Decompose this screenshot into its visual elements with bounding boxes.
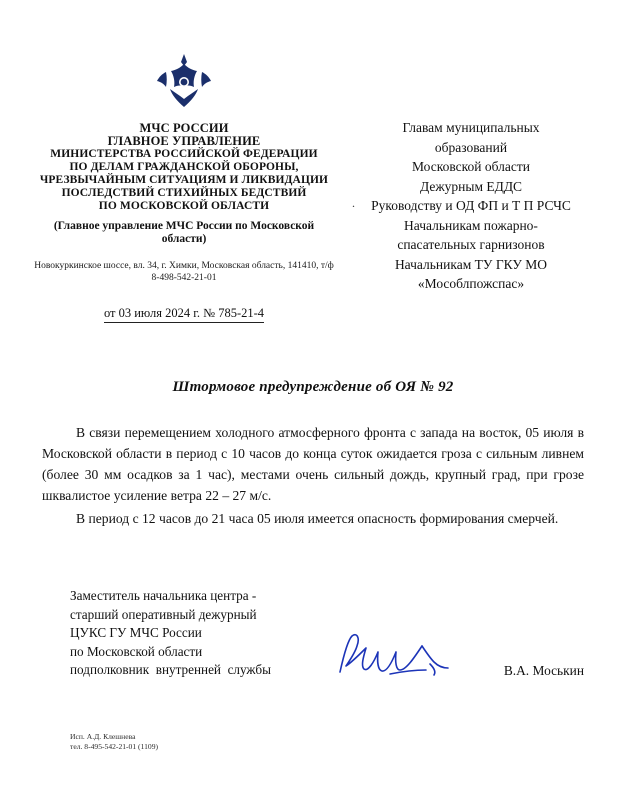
document-header xyxy=(0,0,626,323)
addressee-line: «Мособлпожспас» xyxy=(417,276,525,291)
org-short-line-1: по Московской области) xyxy=(161,220,315,245)
letterhead-block xyxy=(34,52,334,323)
document-footer xyxy=(70,732,158,752)
signer-position-line: Заместитель начальника центра - xyxy=(70,588,257,603)
organization-address xyxy=(34,260,334,284)
org-line-0: МЧС РОССИИ xyxy=(139,121,229,135)
document-number: от 03 июля 2024 г. № 785-21-4 xyxy=(104,306,264,323)
org-line-3: ПО ДЕЛАМ ГРАЖДАНСКОЙ ОБОРОНЫ, xyxy=(69,161,299,173)
signer-position xyxy=(70,587,271,680)
signer-position-line: старший оперативный дежурный xyxy=(70,606,257,622)
mchs-emblem-icon xyxy=(156,52,212,112)
addressee-line: Начальникам ТУ ГКУ МО xyxy=(394,256,548,272)
addressee-block xyxy=(334,52,592,294)
org-line-6: ПО МОСКОВСКОЙ ОБЛАСТИ xyxy=(98,200,270,212)
signer-position-line: подполковник внутренней службы xyxy=(70,662,271,677)
body-paragraph: В связи перемещением холодного атмосферного фронта с запада на восток, 05 июля в Московской области в период с 10 часов до конца суток ожидается гроза с сильным ливнем (более 30 мм осадков за 1 час), местами очень сильный дождь, крупный град, при грозе шквалистое усиление ветра 22 – 27 м/с. xyxy=(42,425,584,503)
document-body xyxy=(42,422,584,529)
signer-position-line: ЦУКС ГУ МЧС России xyxy=(70,625,202,640)
signer-position-line: по Московской области xyxy=(70,643,203,659)
organization-name xyxy=(34,122,334,213)
addressee-line: спасательных гарнизонов xyxy=(397,237,545,252)
separator-mark: . xyxy=(352,196,355,210)
footer-line: Исп. А.Д. Клешнева xyxy=(70,732,136,741)
org-line-4: ЧРЕЗВЫЧАЙНЫМ СИТУАЦИЯМ И ЛИКВИДАЦИИ xyxy=(39,174,329,186)
footer-line: тел. 8-495-542-21-01 (1109) xyxy=(70,742,159,751)
org-short-line-0: (Главное управление МЧС России xyxy=(53,220,233,232)
addressee-line: Дежурным ЕДДС xyxy=(419,178,523,194)
signature-block xyxy=(0,587,626,680)
org-line-1: ГЛАВНОЕ УПРАВЛЕНИЕ xyxy=(107,134,261,148)
addressee-line: образований xyxy=(434,139,508,155)
org-line-5: ПОСЛЕДСТВИЙ СТИХИЙНЫХ БЕДСТВИЙ xyxy=(61,187,307,199)
organization-short-name xyxy=(34,220,334,246)
org-line-2: МИНИСТЕРСТВА РОССИЙСКОЙ ФЕДЕРАЦИИ xyxy=(50,148,318,160)
addressee-line: Главам муниципальных xyxy=(402,120,540,135)
address-line-1: Московская область, 141410, т/ф 8-498-542-21-01 xyxy=(151,261,334,283)
addressee-line: Руководству и ОД ФП и Т П РСЧС xyxy=(371,198,571,213)
body-paragraph: В период с 12 часов до 21 часа 05 июля имеется опасность формирования смерчей. xyxy=(76,511,559,526)
addressee-line: Начальникам пожарно- xyxy=(404,217,538,233)
address-line-0: Новокуркинское шоссе, вл. 34, г. Химки, xyxy=(34,261,200,271)
document-title: Штормовое предупреждение об ОЯ № 92 xyxy=(172,379,454,395)
signer-name: В.А. Моськин xyxy=(503,662,584,678)
addressee-line: Московской области xyxy=(411,159,530,174)
handwritten-signature-icon xyxy=(330,628,460,684)
